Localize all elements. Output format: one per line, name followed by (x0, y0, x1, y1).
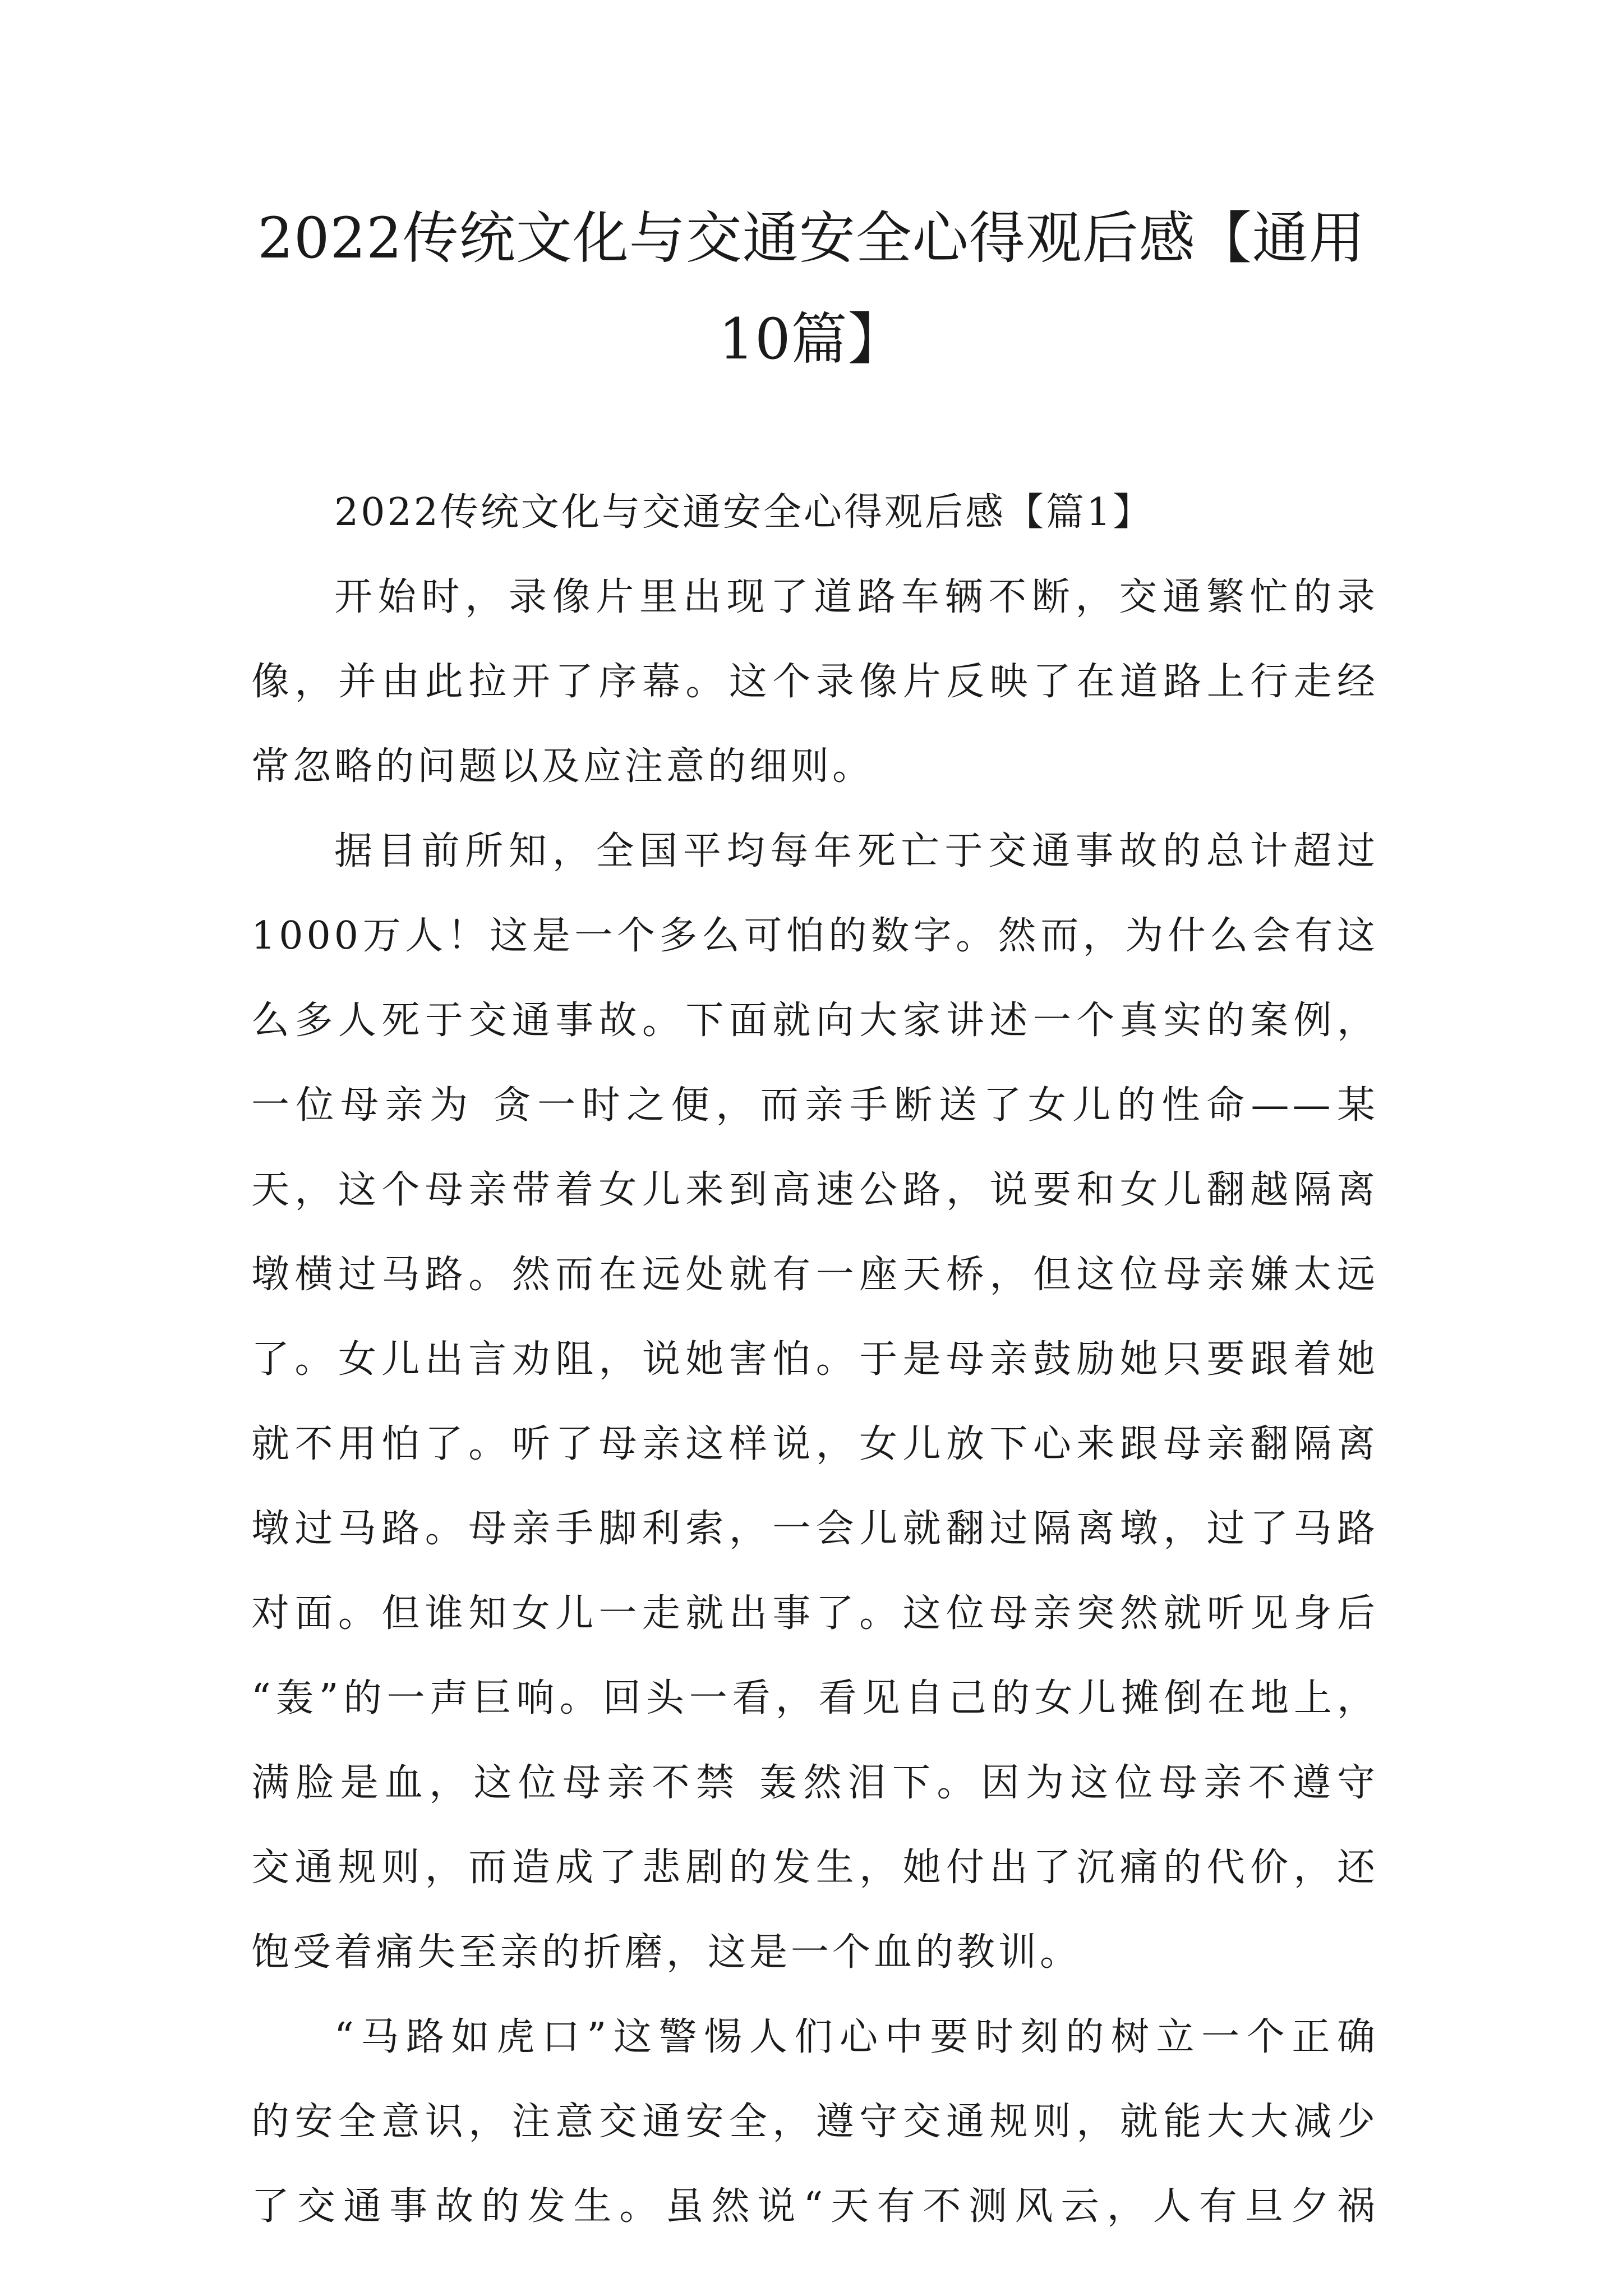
title-line: 2022传统文化与交通安全心得观后感【通用 (257, 205, 1366, 271)
paragraph-line: 了交通事故的发生。虽然说“天有不测风云，人有旦夕祸 (251, 2184, 1378, 2229)
paragraph-line: 一位母亲为 贪一时之便，而亲手断送了女儿的性命——某 (251, 1083, 1378, 1128)
paragraph-line: 饱受着痛失至亲的折磨，这是一个血的教训。 (251, 1930, 1082, 1975)
title-line: 10篇】 (718, 306, 905, 372)
paragraph (251, 1995, 1378, 2249)
document-title (224, 188, 1399, 390)
paragraph-line: 开始时，录像片里出现了道路车辆不断，交通繁忙的录 (334, 575, 1378, 619)
paragraph-line: 常忽略的问题以及应注意的细则。 (251, 744, 874, 789)
document-body (251, 470, 1378, 2249)
paragraph-line: 的安全意识，注意交通安全，遵守交通规则，就能大大减少 (251, 2100, 1378, 2144)
paragraph-line: 像，并由此拉开了序幕。这个录像片反映了在道路上行走经 (251, 660, 1378, 704)
paragraph-line: 对面。但谁知女儿一走就出事了。这位母亲突然就听见身后 (251, 1591, 1378, 1636)
paragraph-line: 天，这个母亲带着女儿来到高速公路，说要和女儿翻越隔离 (251, 1168, 1378, 1212)
paragraph-line: “马路如虎口”这警惕人们心中要时刻的树立一个正确 (334, 2015, 1378, 2059)
paragraph-line: 了。女儿出言劝阻，说她害怕。于是母亲鼓励她只要跟着她 (251, 1337, 1378, 1382)
paragraph (251, 555, 1378, 809)
paragraph (251, 809, 1378, 1995)
paragraph-line: 墩过马路。母亲手脚利索，一会儿就翻过隔离墩，过了马路 (251, 1507, 1378, 1551)
section-heading: 2022传统文化与交通安全心得观后感【篇1】 (334, 490, 1154, 535)
paragraph-line: 满脸是血，这位母亲不禁 轰然泪下。因为这位母亲不遵守 (251, 1761, 1378, 1805)
paragraph-line: 墩横过马路。然而在远处就有一座天桥，但这位母亲嫌太远 (251, 1253, 1378, 1297)
paragraph-line: 么多人死于交通事故。下面就向大家讲述一个真实的案例， (251, 999, 1378, 1043)
paragraph-line: 1000万人！这是一个多么可怕的数字。然而，为什么会有这 (251, 914, 1378, 958)
paragraph-line: 据目前所知，全国平均每年死亡于交通事故的总计超过 (334, 829, 1378, 873)
paragraph-line: 交通规则，而造成了悲剧的发生，她付出了沉痛的代价，还 (251, 1846, 1378, 1890)
paragraph-line: 就不用怕了。听了母亲这样说，女儿放下心来跟母亲翻隔离 (251, 1422, 1378, 1466)
paragraph-line: “轰”的一声巨响。回头一看，看见自己的女儿摊倒在地上， (251, 1676, 1378, 1720)
